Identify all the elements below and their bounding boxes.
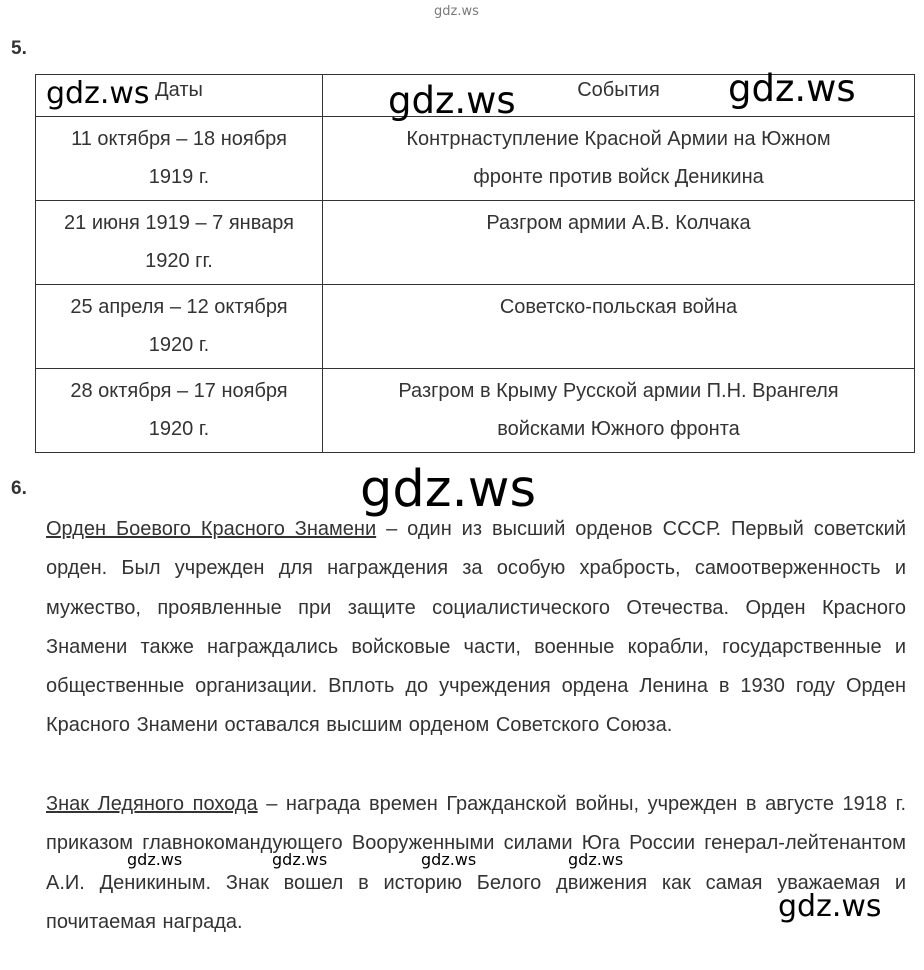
watermark-table-middle: gdz.ws bbox=[388, 79, 516, 122]
event-line: войсками Южного фронта bbox=[497, 418, 740, 440]
term-red-banner-order: Орден Боевого Красного Знамени bbox=[46, 518, 377, 540]
watermark-table-left: gdz.ws bbox=[46, 76, 150, 111]
watermark-center: gdz.ws bbox=[360, 460, 537, 519]
event-line: Разгром в Крыму Русской армии П.Н. Врангеля bbox=[398, 380, 839, 402]
column-header-events: События bbox=[323, 75, 915, 117]
task-6-number: 6. bbox=[11, 478, 27, 499]
event-cell bbox=[323, 201, 915, 285]
date-line: 21 июня 1919 – 7 января bbox=[64, 212, 294, 234]
table-row bbox=[36, 369, 915, 453]
paragraph-text: – один из высший орденов СССР. Первый советский орден. Был учрежден для награждения за особую храбрость, самоотверженность и мужество, проявленные при защите социалистического Отечества. Орден Красного Знамени также награждались войсковые части, военные корабли, государственные и общественные организации. Вплоть до учреждения ордена Ленина в 1930 году Орден Красного Знамени оставался высшим орденом Советского Союза. bbox=[46, 518, 906, 737]
date-line: 11 октября – 18 ноября bbox=[71, 128, 287, 150]
watermark-table-right: gdz.ws bbox=[728, 67, 856, 110]
paragraph-text: – награда времен Гражданской войны, учрежден в августе 1918 г. приказом главнокомандующего Вооруженными силами Юга России генерал-лейтенантом А.И. Деникиным. Знак вошел в историю Белого движения как самая уважаемая и почитаемая награда. bbox=[46, 793, 907, 933]
term-ice-march-badge: Знак Ледяного похода bbox=[46, 793, 258, 815]
date-cell bbox=[36, 285, 323, 369]
events-table bbox=[35, 74, 915, 453]
event-line: Разгром армии А.В. Колчака bbox=[486, 212, 751, 234]
watermark-bottom-right: gdz.ws bbox=[778, 889, 882, 924]
date-cell bbox=[36, 369, 323, 453]
date-line: 25 апреля – 12 октября bbox=[70, 296, 288, 318]
watermark-top: gdz.ws bbox=[434, 4, 479, 19]
date-line: 1920 г. bbox=[148, 418, 210, 440]
event-line: Советско-польская война bbox=[499, 296, 738, 318]
table-row bbox=[36, 285, 915, 369]
event-cell bbox=[323, 285, 915, 369]
column-header-dates: Даты bbox=[36, 75, 323, 117]
task-5-number: 5. bbox=[11, 38, 27, 59]
watermark-small: gdz.ws bbox=[272, 850, 328, 869]
event-line: фронте против войск Деникина bbox=[473, 166, 764, 188]
date-cell bbox=[36, 117, 323, 201]
table-row bbox=[36, 201, 915, 285]
event-cell bbox=[323, 369, 915, 453]
date-cell bbox=[36, 201, 323, 285]
date-line: 1920 г. bbox=[148, 334, 210, 356]
watermark-small: gdz.ws bbox=[568, 850, 624, 869]
watermark-small: gdz.ws bbox=[421, 850, 477, 869]
paragraph-red-banner-order bbox=[46, 510, 906, 746]
event-line: Контрнаступление Красной Армии на Южном bbox=[406, 128, 831, 150]
date-line: 28 октября – 17 ноября bbox=[70, 380, 288, 402]
date-line: 1920 гг. bbox=[145, 250, 213, 272]
event-cell bbox=[323, 117, 915, 201]
date-line: 1919 г. bbox=[148, 166, 210, 188]
watermark-small: gdz.ws bbox=[127, 850, 183, 869]
table-row bbox=[36, 117, 915, 201]
